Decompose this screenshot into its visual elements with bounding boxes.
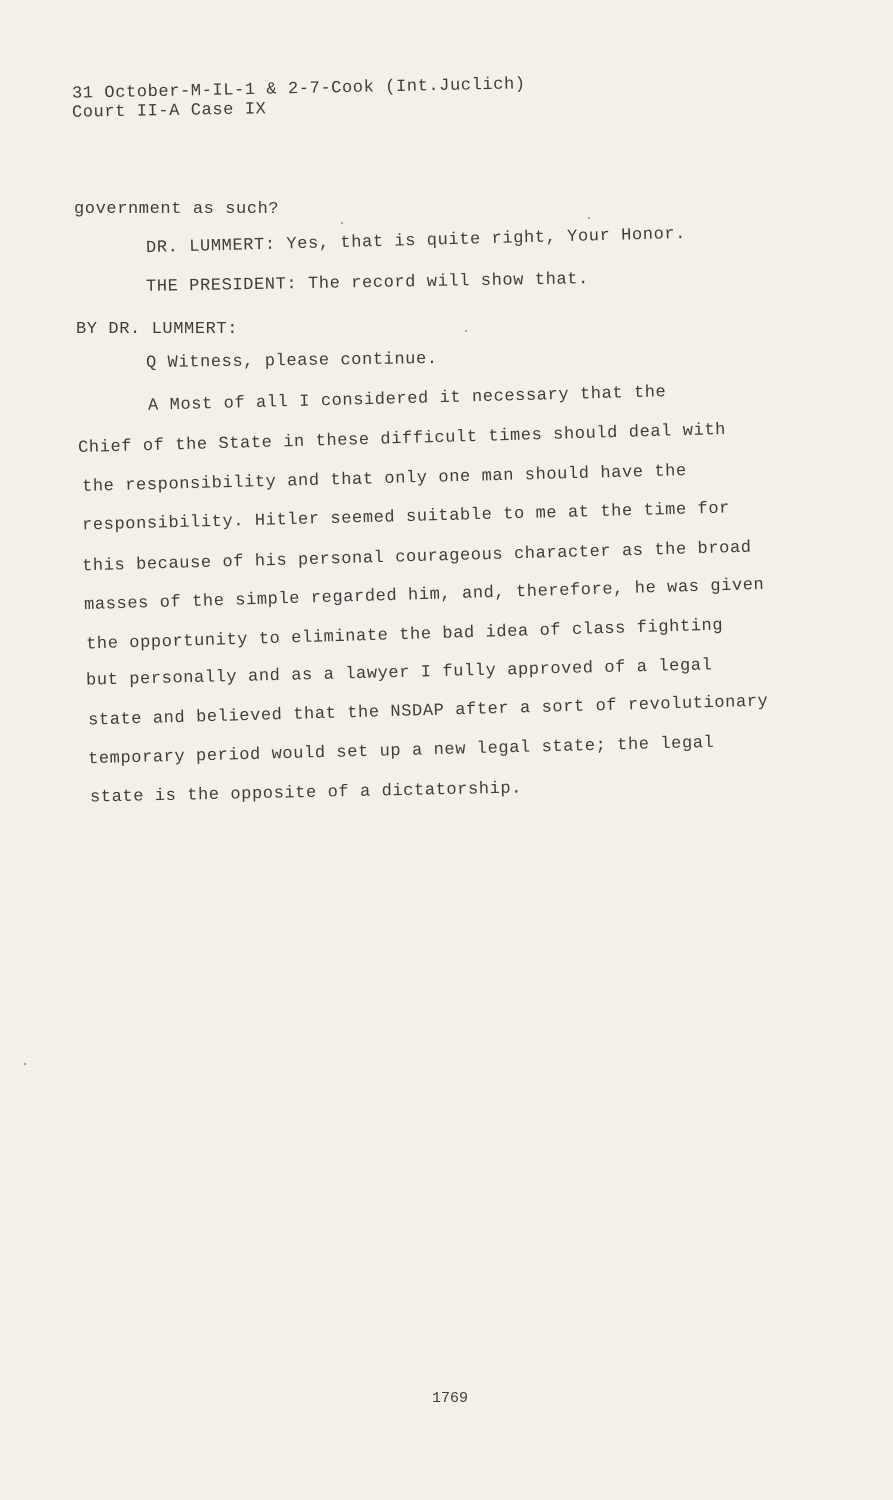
examiner-line: BY DR. LUMMERT: (76, 320, 239, 339)
text-line: government as such? (74, 200, 280, 219)
answer-line: this because of his personal courageous character as the broad (81, 538, 752, 577)
paper-speck (465, 330, 467, 332)
header-court-line: Court II-A Case IX (71, 100, 267, 123)
paper-speck (341, 222, 343, 224)
answer-line: the responsibility and that only one man should have the (81, 462, 688, 497)
answer-line: masses of the simple regarded him, and, therefore, he was given (83, 575, 765, 616)
question-line: Q Witness, please continue. (145, 349, 438, 374)
answer-line: A Most of all I considered it necessary that the (147, 383, 667, 416)
answer-line: state is the opposite of a dictatorship. (89, 779, 523, 808)
speaker-line: DR. LUMMERT: Yes, that is quite right, Your Honor. (145, 224, 687, 259)
answer-line: responsibility. Hitler seemed suitable to me at the time for (81, 499, 731, 536)
answer-line: but personally and as a lawyer I fully approved of a legal (85, 656, 713, 691)
answer-line: temporary period would set up a new legal state; the legal (87, 733, 715, 770)
paper-speck (588, 217, 590, 219)
speaker-line: THE PRESIDENT: The record will show that. (145, 270, 590, 297)
header-session-line: 31 October-M-IL-1 & 2-7-Cook (Int.Juclich) (71, 75, 526, 104)
page-number: 1769 (432, 1390, 469, 1407)
paper-speck (24, 1063, 26, 1065)
answer-line: state and believed that the NSDAP after a sort of revolutionary (87, 692, 769, 731)
answer-line: Chief of the State in these difficult times should deal with (77, 420, 727, 459)
answer-line: the opportunity to eliminate the bad idea of class fighting (85, 616, 724, 655)
